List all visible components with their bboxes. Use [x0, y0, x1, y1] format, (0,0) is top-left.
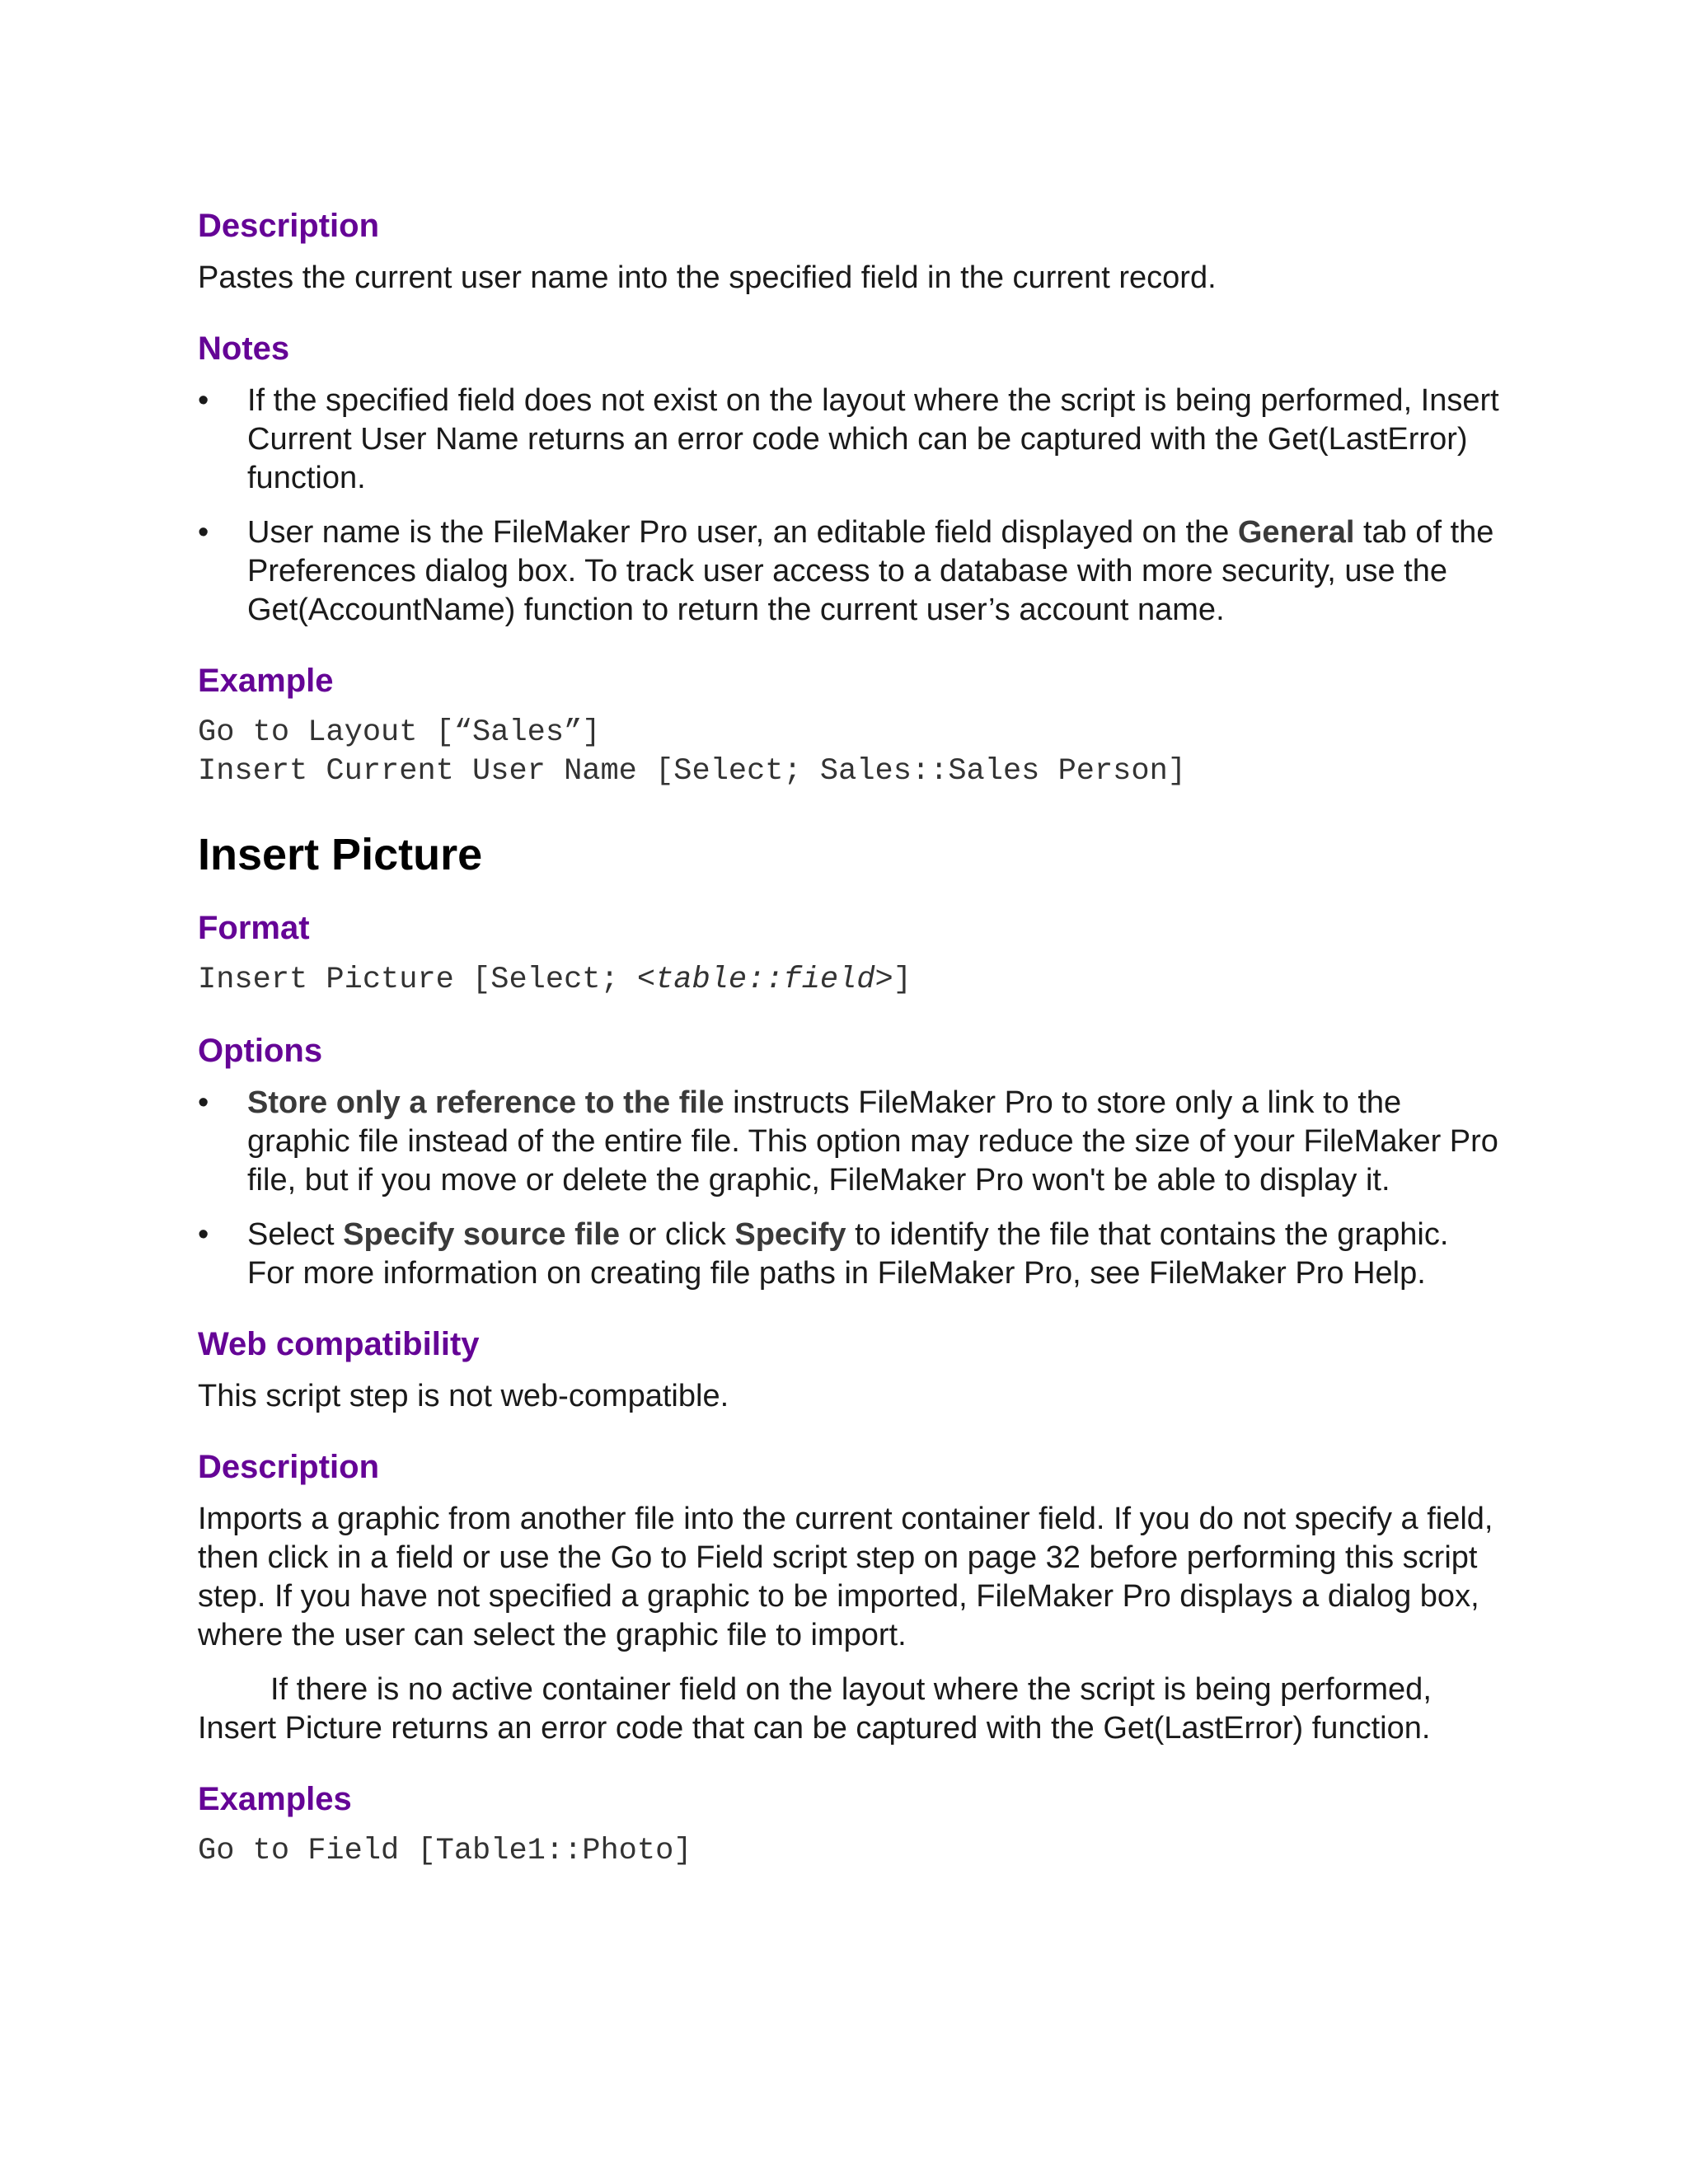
format-placeholder: <table::field>	[636, 963, 893, 997]
option-specify-source-file: Specify source file	[343, 1217, 620, 1252]
note-text-before: User name is the FileMaker Pro user, an editable field displayed on the	[247, 515, 1238, 550]
bullet: •	[198, 383, 209, 418]
options-heading: Options	[198, 1033, 323, 1069]
format-code	[198, 961, 1500, 1000]
web-compatibility-text: This script step is not web-compatible.	[198, 1379, 729, 1413]
examples-heading: Examples	[198, 1781, 352, 1817]
general-tab-label: General	[1237, 515, 1355, 550]
description-heading-2: Description	[198, 1449, 380, 1485]
list-item	[198, 513, 1500, 630]
description-paragraph-1: Imports a graphic from another file into the current container field. If you do not specify a field, then click in a field or use the Go to Field script step on page 32 before performing this script step. If you have not specified a graphic to be imported, FileMaker Pro displays a dialog box, where the user can select the graphic file to import.	[198, 1502, 1493, 1652]
bullet: •	[198, 1217, 209, 1252]
description-heading: Description	[198, 208, 380, 244]
insert-picture-title: Insert Picture	[198, 830, 483, 879]
code-line: Insert Current User Name [Select; Sales::Sales Person]	[198, 754, 1186, 789]
option-text: instructs FileMaker Pro to store only a link to the graphic file instead of the entire file. This option may reduce the size of your FileMaker Pro file, but if you move or delete the graphic, FileMaker Pro won't be able to display it.	[247, 1085, 1498, 1197]
option-text-before: Select	[247, 1217, 344, 1252]
format-suffix: ]	[893, 963, 912, 997]
option-text-middle: or click	[619, 1217, 735, 1252]
option-text-after: to identify the file that contains the graphic. For more information on creating file paths in FileMaker Pro, see FileMaker Pro Help.	[247, 1217, 1449, 1291]
list-item	[198, 1084, 1500, 1200]
note-text-after: tab of the Preferences dialog box. To track user access to a database with more security, use the Get(AccountName) function to return the current user’s account name.	[247, 515, 1494, 627]
code-line: Go to Field [Table1::Photo]	[198, 1834, 692, 1868]
option-specify: Specify	[734, 1217, 846, 1252]
examples-code	[198, 1832, 1500, 1871]
bullet: •	[198, 1085, 209, 1120]
code-line: Go to Layout [“Sales”]	[198, 715, 601, 750]
list-item	[198, 1216, 1500, 1293]
description-text: Pastes the current user name into the specified field in the current record.	[198, 260, 1217, 295]
format-prefix: Insert Picture [Select;	[198, 963, 637, 997]
notes-list	[198, 382, 1500, 630]
example-heading: Example	[198, 663, 334, 699]
web-compatibility-heading: Web compatibility	[198, 1326, 480, 1362]
notes-heading: Notes	[198, 330, 290, 367]
example-code	[198, 714, 1500, 791]
description-paragraph-2: If there is no active container field on the layout where the script is being performed, Insert Picture returns an error code that can be captured with the Get(LastError) function.	[198, 1672, 1432, 1746]
bullet: •	[198, 515, 209, 550]
format-heading: Format	[198, 910, 310, 946]
document-page	[198, 206, 1500, 1871]
note-text: If the specified field does not exist on the layout where the script is being performed, Insert Current User Name returns an error code which can be captured with the Get(LastError) function.	[247, 383, 1499, 495]
option-store-reference: Store only a reference to the file	[247, 1085, 724, 1120]
options-list	[198, 1084, 1500, 1293]
list-item	[198, 382, 1500, 498]
